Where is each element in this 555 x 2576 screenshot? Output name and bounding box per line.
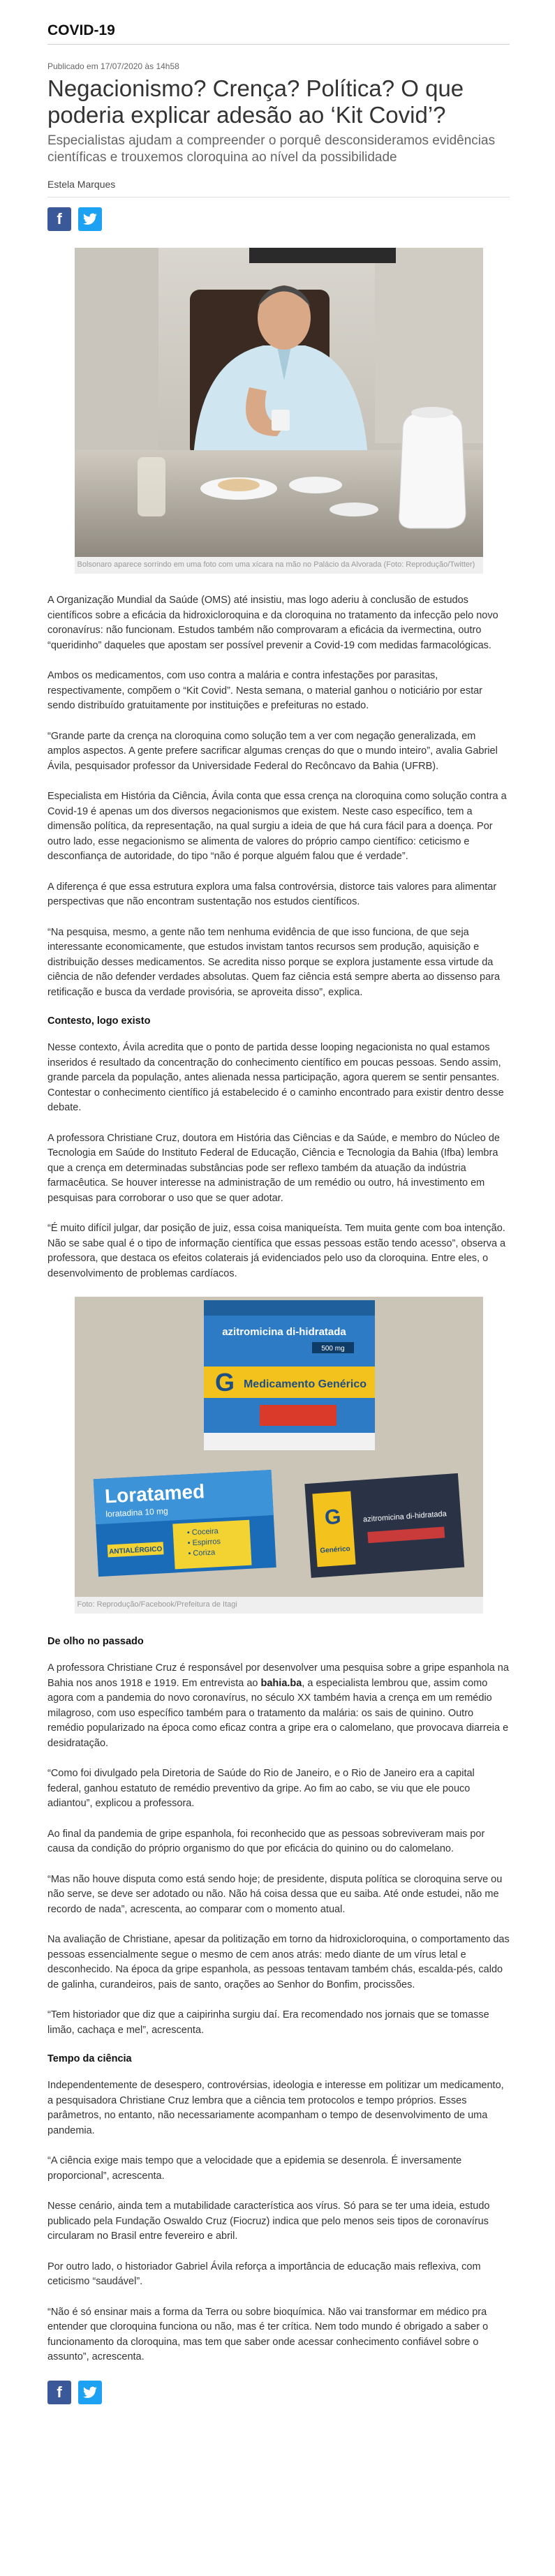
generic-box: [304, 1473, 464, 1578]
section-label[interactable]: COVID-19: [47, 0, 510, 45]
box2-list-item: • Coriza: [187, 1548, 216, 1558]
paragraph: “Não é só ensinar mais a forma da Terra ou sobre bioquímica. Não vai transformar em médico pra entender que cloroquina funciona ou não, mas é ter crítica. Nem todo mundo é obrigado a saber o funcionamento da cloroquina, mas tem que saber onde acessar conhecimento confiável sobre o assunto”, acrescenta.: [47, 2306, 489, 2362]
paragraph: A Organização Mundial da Saúde (OMS) até insistiu, mas logo aderiu à conclusão de estudos científicos sobre a eficácia da hidroxicloroquina e da cloroquina no tratamento da infecção pelo novo coronavírus: não funcionam. Estudos também não comprovaram a eficácia da ivermectina, outro “queridinho” daqueles que apostam ser possível prevenir a Covid-19 com medidas farmacológicas.: [47, 595, 498, 651]
figure-caption: Bolsonaro aparece sorrindo em uma foto com uma xícara na mão no Palácio da Alvorada (Foto: Reprodução/Twitter): [75, 557, 483, 574]
paragraph: “Na pesquisa, mesmo, a gente não tem nenhuma evidência de que isso funciona, de que seja interessante economicamente, que estudos invistam tantos recursos sem produção, aquisição e distribuição desses medicamentos. Se acredita nisso porque se explora justamente essa virtude da ciência de não defender verdades absolutas. Quem faz ciência está sempre aberta ao dissenso para retificação e busca da verdade provisória, se aproveita disso”, explica.: [47, 926, 501, 998]
bottom-share-bar: [47, 2381, 510, 2404]
box2-brand-label: Loratamed: [103, 1480, 205, 1507]
medicine-illustration: [75, 1297, 483, 1597]
paragraph: “É muito difícil julgar, dar posição de juiz, essa coisa maniqueísta. Tem muita gente com boa intenção. Não se sabe qual é o tipo de informação científica que essas pessoas estão tendo acesso”, observa a professora, que destaca os efeitos colaterais já evidenciados pelo uso da cloroquina. Entre eles, o desenvolvimento de problemas cardíacos.: [47, 1223, 506, 1279]
paragraph: [47, 1661, 510, 1751]
paragraph: Independentemente de desespero, controvérsias, ideologia e interesse em politizar um medicamento, a pesquisadora Christiane Cruz lembra que a ciência tem protocolos e tempo próprios. Esses parâmetros, no entanto, não necessariamente acompanham o tempo de desenvolvimento de uma pandemia.: [47, 2080, 504, 2136]
bolsonaro-photo: [75, 248, 483, 557]
twitter-share-button-bottom[interactable]: [78, 2381, 102, 2404]
share-bar: [47, 207, 510, 231]
figure-bolsonaro-photo: [75, 248, 483, 574]
photo-illustration: [75, 248, 483, 557]
paragraph-text: , a especialista lembrou que, assim como agora com a pandemia do novo coronavírus, no século XX também havia a crença em um remédio milagroso, com uso específico também para o tratamento da malária: os sais de quinino. Outro remédio popularizado na época como eficaz contra a gripe era o calomelano, que provocava diarreia e desidratação.: [47, 1677, 509, 1749]
facebook-icon: f: [57, 2383, 62, 2401]
box2-list-item: • Coceira: [186, 1527, 219, 1538]
box2-tag-label: ANTIALÉRGICO: [108, 1545, 162, 1556]
paragraph: Ambos os medicamentos, com uso contra a malária e contra infestações por parasitas, respectivamente, compõem o “Kit Covid”. Nesta semana, o material ganhou o noticiário por estar sendo distribuído gratuitamente por instituições e prefeituras no estado.: [47, 670, 482, 711]
paragraph: Por outro lado, o historiador Gabriel Ávila reforça a importância de educação mais reflexiva, com ceticismo “saudável”.: [47, 2261, 481, 2287]
box1-drug-label: azitromicina di-hidratada: [221, 1326, 346, 1338]
facebook-icon: f: [57, 210, 62, 228]
article-body: [47, 593, 510, 2365]
box1-dose-label: 500 mg: [320, 1345, 345, 1353]
facebook-share-button-bottom[interactable]: [47, 2381, 71, 2404]
paragraph: Na avaliação de Christiane, apesar da politização em torno da hidroxicloroquina, o comportamento das pessoas essencialmente segue o mesmo de cem anos atrás: medo diante de um vírus letal e desconhecido. Na época da gripe espanhola, as pessoas tentavam também chás, escalda-pés, caldo de galinha, curandeiros, pais de santo, orações ao Senhor do Bonfim, procissões.: [47, 1934, 510, 1990]
paragraph: “Mas não houve disputa como está sendo hoje; de presidente, disputa política se cloroquina serve ou não serve, se deve ser adotado ou não. Não há coisa dessa que eu saiba. Até onde estudei, não me recordo de nada”, acrescenta, ao comparar com o momento atual.: [47, 1873, 503, 1915]
box3-brand-label: Genérico: [319, 1544, 350, 1555]
box1-brand-label: Medicamento Genérico: [243, 1378, 367, 1390]
paragraph-text: A professora Christiane Cruz é responsável por desenvolver uma pesquisa sobre a gripe espanhola na Bahia nos anos 1918 e 1919. Em entrevista ao: [47, 1662, 509, 1689]
article-title: Negacionismo? Crença? Política? O que poderia explicar adesão ao ‘Kit Covid’?: [47, 75, 464, 128]
article-subtitle: Especialistas ajudam a compreender o porquê desconsideramos evidências científicas e trouxemos cloroquina ao nível da possibilidade: [47, 133, 496, 165]
loratamed-box: [93, 1470, 276, 1577]
facebook-share-button[interactable]: [47, 207, 71, 231]
paragraph: “Como foi divulgado pela Diretoria de Saúde do Rio de Janeiro, e o Rio de Janeiro era a capital federal, ganhou estatuto de remédio preventivo da gripe. Ao fim ao cabo, se viu que ele pouco adiantou”, explicou a professora.: [47, 1768, 475, 1809]
paragraph: Nesse cenário, ainda tem a mutabilidade característica aos vírus. Só para se ter uma ideia, estudo publicado pela Fundação Oswaldo Cruz (Fiocruz) indica que pelo menos seis tipos de coronavírus circularam no Brasil entre fevereiro e abril.: [47, 2201, 490, 2242]
paragraph: “A ciência exige mais tempo que a velocidade que a epidemia se desenrola. É inversamente proporcional”, acrescenta.: [47, 2155, 462, 2182]
box3-g-letter: G: [323, 1505, 342, 1530]
publish-date: Publicado em 17/07/2020 às 14h58: [47, 61, 179, 71]
author-name[interactable]: Estela Marques: [47, 179, 510, 198]
paragraph: “Tem historiador que diz que a caipirinha surgiu daí. Era recomendado nos jornais que se tomasse limão, cachaça e mel”, acrescenta.: [47, 2009, 489, 2036]
box2-list-item: • Espirros: [186, 1537, 221, 1548]
box2-drug-label: loratadina 10 mg: [105, 1505, 168, 1519]
paragraph: Ao final da pandemia de gripe espanhola, foi reconhecido que as pessoas sobreviveram mais por causa da condição do próprio organismo do que por eficácia do quinino ou do calomelano.: [47, 1828, 485, 1854]
subheading-passado: De olho no passado: [47, 1636, 144, 1647]
paragraph: A diferença é que essa estrutura explora uma falsa controvérsia, distorce tais valores para alimentar perspectivas que não encontram sustentação nos estudos científicos.: [47, 881, 497, 907]
azitromicina-box: [204, 1300, 375, 1450]
figure-caption: Foto: Reprodução/Facebook/Prefeitura de Itagi: [75, 1597, 483, 1614]
subheading-contexto: Contesto, logo existo: [47, 1015, 151, 1027]
paragraph: A professora Christiane Cruz, doutora em História das Ciências e da Saúde, e membro do Núcleo de Tecnologia em Saúde do Instituto Federal de Educação, Ciência e Tecnologia da Bahia (Ifba) lembra que a crença em determinadas substâncias pode ser reflexo também da atuação da indústria farmacêutica. Se houver interesse na administração de um remédio ou outro, há investimento em pesquisas para corroborar o uso que se quer adotar.: [47, 1132, 500, 1204]
twitter-icon: [83, 2386, 97, 2399]
paragraph: Nesse contexto, Ávila acredita que o ponto de partida desse looping negacionista no qual estamos inseridos é resultado da concentração do conhecimento científico em poucas pessoas. Sendo assim, grande parcela da população, antes alienada nessa participação, agora querem se sentir pensantes. Contestar o conhecimento científico já estabelecido é o caminho encontrado para existir dentro desse debate.: [47, 1042, 504, 1113]
medicine-photo: [75, 1297, 483, 1597]
article-container: [47, 0, 510, 2404]
paragraph: “Grande parte da crença na cloroquina como solução tem a ver com negação generalizada, em amplos aspectos. A gente prefere sacrificar algumas crenças do que o mundo inteiro”, avalia Gabriel Ávila, pesquisador professor da Universidade Federal do Recôncavo da Bahia (UFRB).: [47, 730, 498, 772]
box3-drug-label: azitromicina di-hidratada: [362, 1510, 447, 1524]
twitter-share-button[interactable]: [78, 207, 102, 231]
subheading-tempo: Tempo da ciência: [47, 2053, 132, 2064]
figure-medicine-photo: [75, 1297, 483, 1614]
box1-g-letter: G: [214, 1368, 235, 1397]
bahia-ba-link[interactable]: bahia.ba: [260, 1677, 302, 1689]
paragraph: Especialista em História da Ciência, Ávila conta que essa crença na cloroquina como solução contra a Covid-19 é apenas um dos diversos negacionismos que existem. Neste caso específico, tem a dimensão política, da representação, na qual surgiu a ideia de que há cura fácil para a doença. Por outro lado, esse negacionismo se alimenta de valores do próprio campo científico: ceticismo e desconfiança de autoridade, do tipo “não é porque alguém falou que é verdade”.: [47, 791, 507, 862]
twitter-icon: [83, 213, 97, 225]
